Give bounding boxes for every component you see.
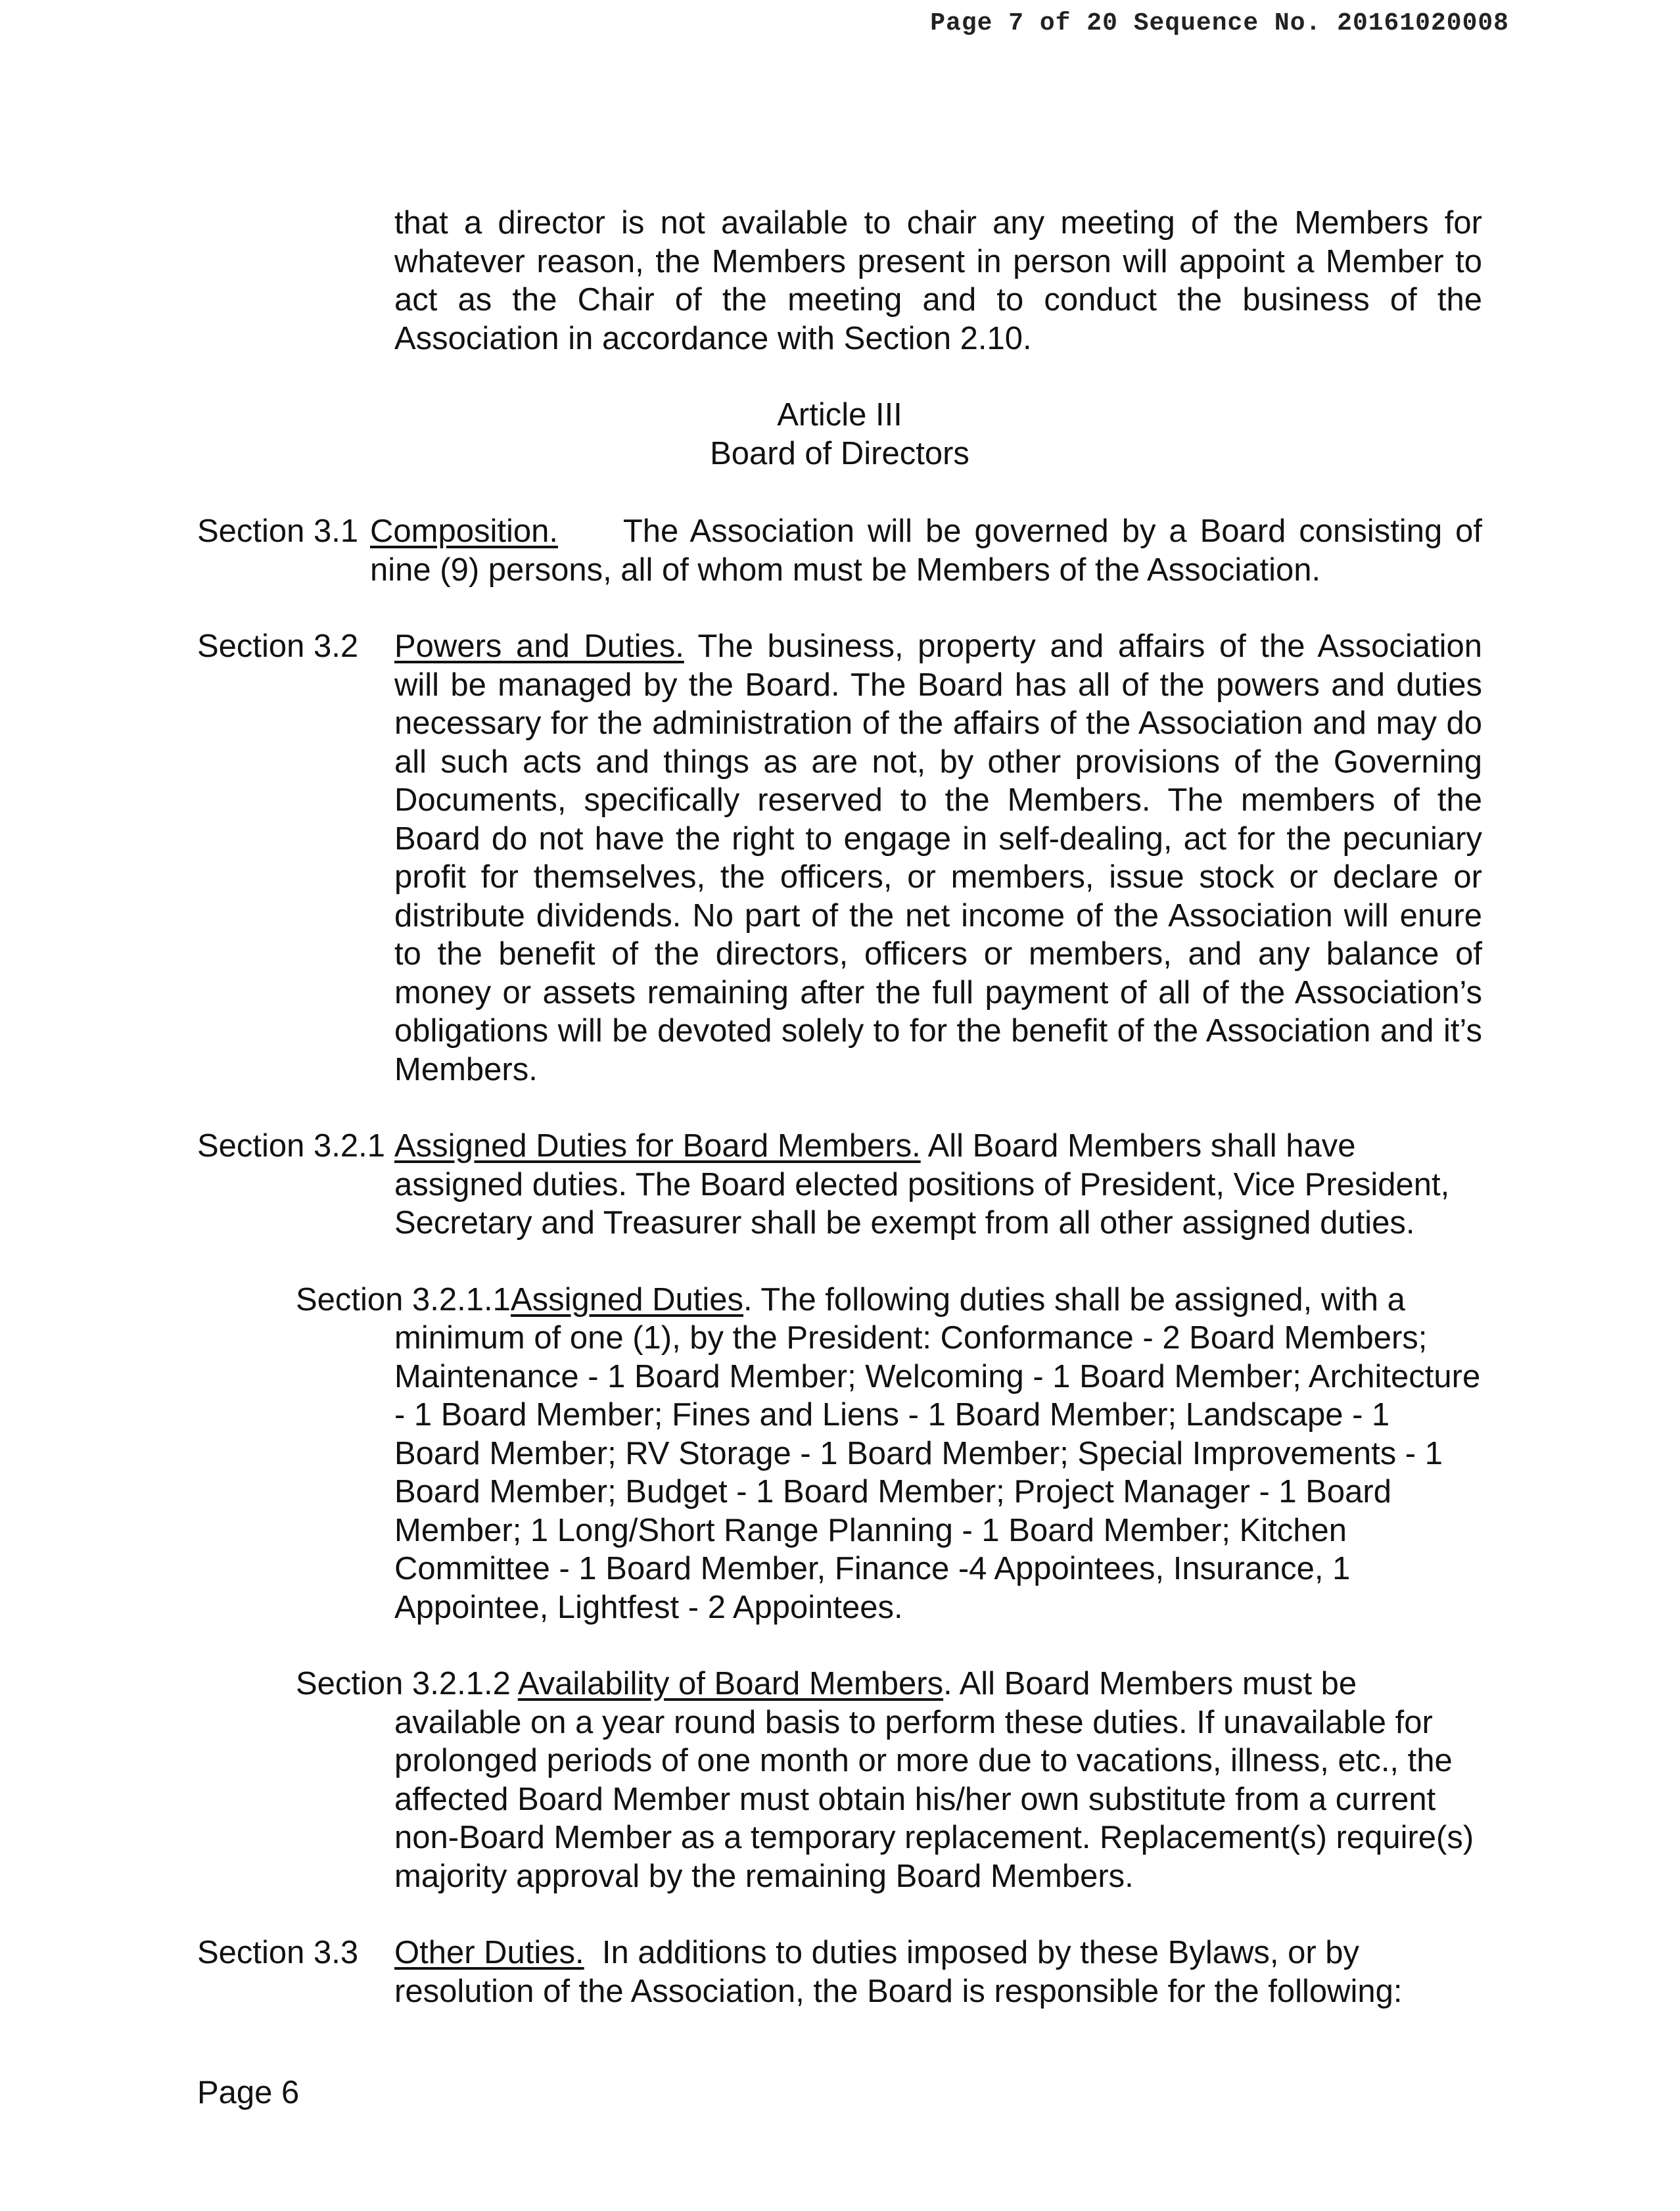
section-label: Section 3.3 — [197, 1935, 359, 1970]
section-3-1 — [197, 512, 1482, 589]
page-header: Page 7 of 20 Sequence No. 20161020008 — [930, 9, 1509, 37]
article-heading — [197, 396, 1482, 473]
section-label: Section 3.2 — [197, 629, 359, 664]
section-heading: Assigned Duties for Board Members. — [394, 1128, 921, 1164]
section-3-3 — [197, 1934, 1482, 2010]
article-title: Board of Directors — [710, 435, 969, 471]
section-text: In additions to duties imposed by these Bylaws, or by resolution of the Association, the Board is responsible for the following: — [394, 1935, 1403, 2009]
article-number: Article III — [777, 397, 902, 433]
section-3-2 — [197, 627, 1482, 1089]
section-body — [296, 1665, 1482, 1895]
section-label: Section 3.2.1.2 — [296, 1666, 511, 1701]
section-3-2-1 — [197, 1127, 1482, 1243]
section-3-2-1-1 — [296, 1281, 1482, 1627]
section-label: Section 3.2.1.1 — [296, 1281, 511, 1318]
section-text: . All Board Members must be available on a year round basis to perform these duties. If unavailable for prolonged periods of one month or more due to vacations, illness, etc., the affected Board Member must obtain his/her own substitute from a current non-Board Member as a temporary replacement. Replacement(s) require(s) majority approval by the remaining Board Members. — [394, 1666, 1474, 1894]
section-text: The business, property and affairs of the Association will be managed by the Board. The Board has all of the powers and duties necessary for the administration of the affairs of the Association and may do all such acts and things as are not, by other provisions of the Governing Documents, specifically reserved to the Members. The members of the Board do not have the right to engage in self-dealing, act for the pecuniary profit for themselves, the officers, or members, issue stock or declare or distribute dividends. No part of the net income of the Association will enure to the benefit of the directors, officers or members, and any balance of money or assets remaining after the full payment of all of the Association’s obligations will be devoted solely to for the benefit of the Association and it’s Members. — [394, 629, 1482, 1087]
intro-paragraph: that a director is not available to chair any meeting of the Members for whatever reason, the Members present in person will appoint a Member to act as the Chair of the meeting and to conduct the business of the Association in accordance with Section 2.10. — [394, 205, 1482, 356]
section-body — [394, 1127, 1482, 1243]
section-heading: Composition. — [370, 513, 558, 549]
section-label: Section 3.1 — [197, 513, 359, 549]
document-body — [197, 204, 1482, 2010]
section-body — [296, 1281, 1482, 1627]
section-heading: Other Duties. — [394, 1935, 584, 1970]
section-heading: Availability of Board Members — [517, 1666, 944, 1701]
section-text: The Association will be governed by a Board consisting of nine (9) persons, all of whom must be Members of the Association. — [370, 513, 1483, 588]
section-3-2-1-2 — [296, 1665, 1482, 1895]
section-body — [394, 627, 1482, 1089]
section-label: Section 3.2.1 — [197, 1128, 386, 1164]
section-body — [370, 512, 1482, 589]
section-text: . The following duties shall be assigned, with a minimum of one (1), by the President: Conformance - 2 Board Members; Maintenance - 1 Board Member; Welcoming - 1 Board Member; Architecture - 1 Board Member; Fines and Liens - 1 Board Member; Landscape - 1 Board Member; RV Storage - 1 Board Member; Special Improvements - 1 Board Member; Budget - 1 Board Member; Project Manager - 1 Board Member; 1 Long/Short Range Planning - 1 Board Member; Kitchen Committee - 1 Board Member, Finance -4 Appointees, Insurance, 1 Appointee, Lightfest - 2 Appointees. — [394, 1281, 1481, 1625]
section-heading: Assigned Duties — [510, 1281, 743, 1318]
section-heading: Powers and Duties. — [394, 629, 684, 664]
page-number: Page 6 — [197, 2075, 300, 2110]
section-body — [394, 1934, 1482, 2010]
section-text: All Board Members shall have assigned duties. The Board elected positions of President, Vice President, Secretary and Treasurer shall be exempt from all other assigned duties. — [394, 1128, 1450, 1241]
